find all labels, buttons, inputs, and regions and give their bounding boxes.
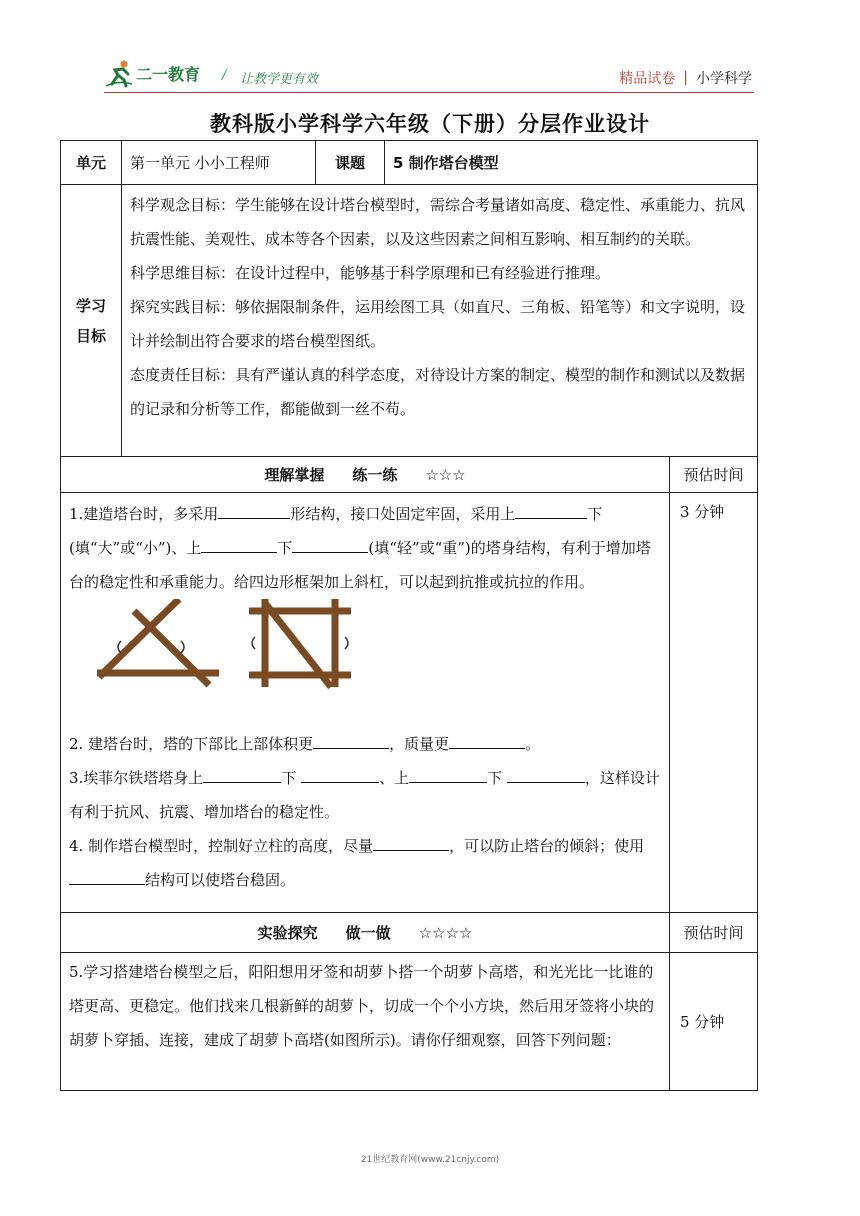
- section1-stars: ☆☆☆: [425, 466, 466, 484]
- blank[interactable]: [515, 502, 587, 519]
- question-1: 1.建造塔台时，多采用 形结构，接口处固定牢固，采用上 下(填“大”或“小”)、上 下 (填“轻”或“重”)的塔身结构，有利于增加塔台的稳定性和承重能力。给四边形框架加上斜杠，可以起到抗推或抗拉的作用。: [69, 497, 661, 599]
- blank[interactable]: [409, 766, 487, 783]
- brand-name: 二一教育: [136, 64, 201, 84]
- section2-heading: [61, 913, 670, 953]
- section2-body-row: [61, 953, 758, 1091]
- worksheet-table: [60, 140, 758, 1091]
- question-3: 3.埃菲尔铁塔塔身上 下 、上 下 ，这样设计有利于抗风、抗震、增加塔台的稳定性。: [69, 761, 661, 829]
- blank[interactable]: [292, 536, 368, 553]
- brand-slogan: 让教学更有效: [240, 72, 319, 87]
- goal-practice: 探究实践目标：够依据限制条件，运用绘图工具（如直尺、三角板、铅笔等）和文字说明，设计并绘制出符合要求的塔台模型图纸。: [130, 298, 746, 350]
- info-row: [61, 141, 758, 185]
- blank[interactable]: [301, 766, 379, 783]
- goal-concept: 科学观念目标：学生能够在设计塔台模型时，需综合考量诸如高度、稳定性、承重能力、抗风抗震性能、美观性、成本等各个因素，以及这些因素之间相互影响、相互制约的关联。: [130, 196, 746, 248]
- section2-est-label: 预估时间: [670, 913, 758, 953]
- goals-label-line1: 学习: [75, 296, 106, 315]
- header-rule: [104, 92, 754, 93]
- goals-row: [61, 185, 758, 457]
- premium-tag: 精品试卷: [619, 71, 676, 87]
- blank[interactable]: [507, 766, 585, 783]
- brand-logo: [104, 58, 200, 88]
- header-tags: [619, 68, 752, 88]
- subject-tag: 小学科学: [696, 71, 752, 87]
- triangle-frame-icon: [97, 599, 219, 685]
- section1-questions: [61, 493, 670, 913]
- blank[interactable]: [201, 536, 277, 553]
- section2-title-a: 实验探究: [257, 924, 318, 942]
- blank[interactable]: [313, 732, 389, 749]
- section1-header-row: [61, 457, 758, 493]
- question-4: 4. 制作塔台模型时，控制好立柱的高度，尽量 ，可以防止塔台的倾斜；使用结构可以使塔台稳固。: [69, 829, 661, 897]
- section2-stars: ☆☆☆☆: [418, 924, 473, 942]
- section1-heading: [61, 457, 670, 493]
- section1-est-label: 预估时间: [670, 457, 758, 493]
- goals-content: [122, 185, 758, 457]
- unit-value: 第一单元 小小工程师: [122, 141, 316, 185]
- unit-label: 单元: [61, 141, 122, 185]
- question-2: 2. 建塔台时，塔的下部比上部体积更 ，质量更 。: [69, 727, 661, 761]
- blank[interactable]: [218, 502, 290, 519]
- page-header: [0, 0, 860, 100]
- blank[interactable]: [203, 766, 281, 783]
- section2-time: 5 分钟: [670, 953, 758, 1091]
- section2-questions: [61, 953, 670, 1091]
- topic-label: 课题: [316, 141, 385, 185]
- square-frame-icon: [249, 599, 351, 687]
- topic-value: 5 制作塔台模型: [385, 141, 758, 185]
- section1-title-b: 练一练: [352, 466, 398, 484]
- triangle-square-frames-figure: [69, 599, 369, 727]
- section2-header-row: [61, 913, 758, 953]
- question-5: 5.学习搭建塔台模型之后，阳阳想用牙签和胡萝卜搭一个胡萝卜高塔，和光光比一比谁的塔更高、更稳定。他们找来几根新鲜的胡萝卜，切成一个个小方块，然后用牙签将小块的胡萝卜穿插、连接，建成了胡萝卜高塔(如图所示)。请你仔细观察，回答下列问题：: [69, 963, 655, 1049]
- header-separator: /: [222, 68, 227, 83]
- section1-body-row: [61, 493, 758, 913]
- section1-time: 3 分钟: [670, 493, 758, 913]
- goals-label-line2: 目标: [75, 326, 106, 345]
- section1-title-a: 理解掌握: [264, 466, 325, 484]
- goal-attitude: 态度责任目标：具有严谨认真的科学态度，对待设计方案的制定、模型的制作和测试以及数据的记录和分析等工作，都能做到一丝不苟。: [130, 366, 746, 418]
- blank[interactable]: [373, 834, 449, 851]
- document-title: 教科版小学科学六年级（下册）分层作业设计: [210, 112, 650, 136]
- frame-figures: [69, 599, 661, 727]
- goals-label: [61, 185, 122, 457]
- page-footer: 21世纪教育网(www.21cnjy.com): [360, 1155, 500, 1165]
- tag-divider: |: [683, 70, 688, 86]
- blank[interactable]: [69, 868, 145, 885]
- blank[interactable]: [449, 732, 525, 749]
- section2-title-b: 做一做: [345, 924, 391, 942]
- goal-thinking: 科学思维目标：在设计过程中，能够基于科学原理和已有经验进行推理。: [130, 264, 611, 282]
- runner-logo-icon: [104, 58, 134, 88]
